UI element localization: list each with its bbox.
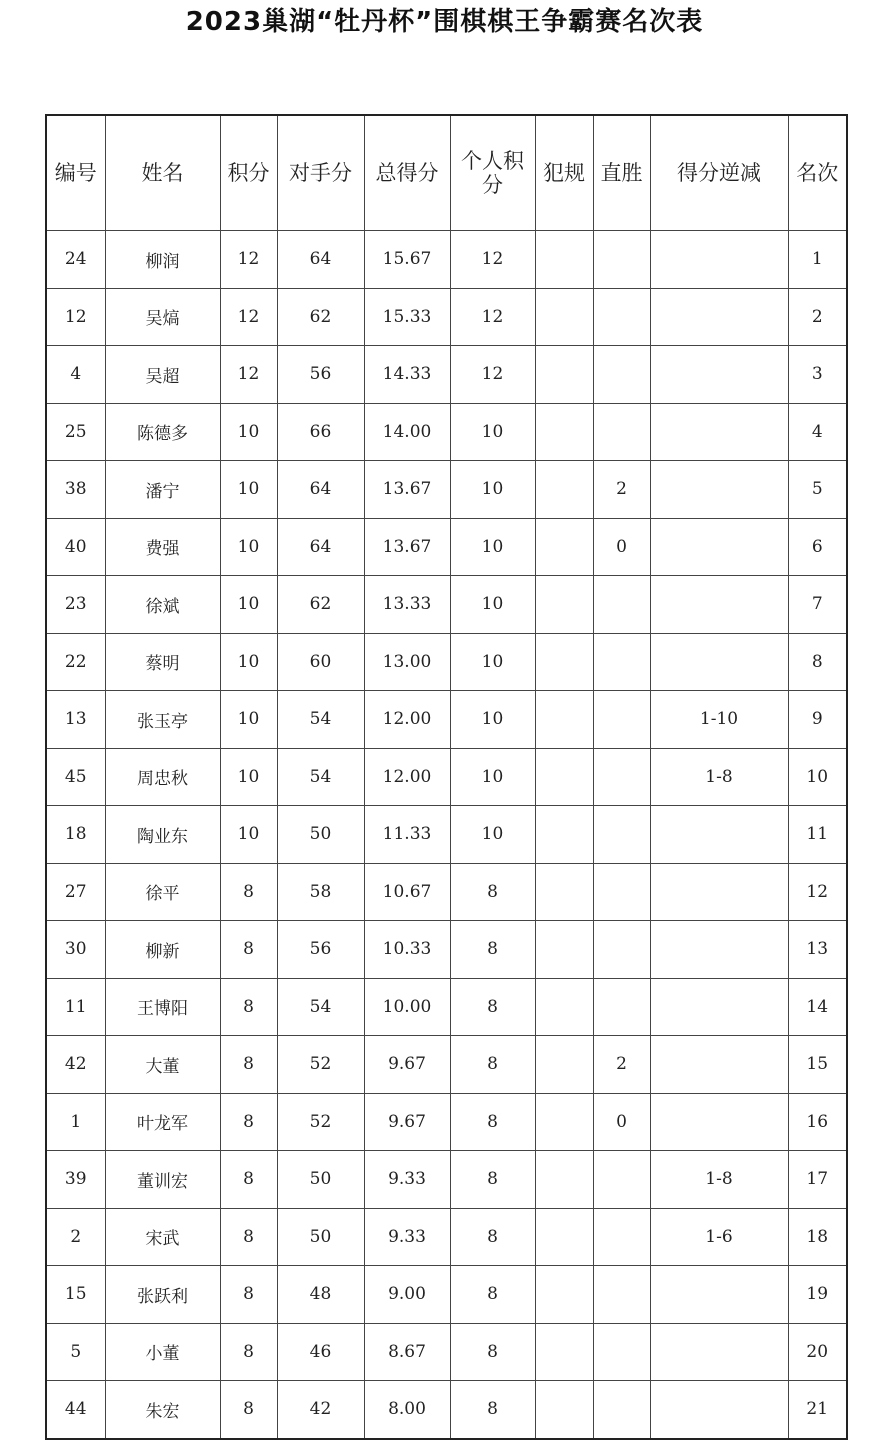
cell-id: 40 — [46, 518, 105, 576]
header-total-score: 总得分 — [364, 115, 450, 231]
cell-opponent-score: 66 — [277, 403, 364, 461]
cell-total-score: 8.67 — [364, 1323, 450, 1381]
cell-head-to-head — [593, 1381, 650, 1439]
cell-opponent-score: 60 — [277, 633, 364, 691]
cell-id: 2 — [46, 1208, 105, 1266]
cell-personal-points: 10 — [450, 518, 535, 576]
cell-points: 12 — [220, 231, 277, 289]
cell-points: 8 — [220, 863, 277, 921]
cell-points: 8 — [220, 1151, 277, 1209]
cell-total-score: 13.00 — [364, 633, 450, 691]
cell-score-countback: 1-10 — [650, 691, 788, 749]
cell-rank: 17 — [788, 1151, 847, 1209]
cell-score-countback — [650, 231, 788, 289]
cell-personal-points: 8 — [450, 1208, 535, 1266]
cell-rank: 7 — [788, 576, 847, 634]
cell-personal-points: 8 — [450, 1323, 535, 1381]
cell-score-countback — [650, 863, 788, 921]
cell-foul — [535, 1323, 593, 1381]
cell-head-to-head — [593, 403, 650, 461]
cell-name: 潘宁 — [105, 461, 220, 519]
cell-opponent-score: 54 — [277, 691, 364, 749]
cell-score-countback — [650, 921, 788, 979]
cell-id: 24 — [46, 231, 105, 289]
cell-id: 25 — [46, 403, 105, 461]
table-row — [46, 231, 847, 289]
cell-total-score: 9.33 — [364, 1151, 450, 1209]
cell-score-countback: 1-6 — [650, 1208, 788, 1266]
cell-total-score: 14.33 — [364, 346, 450, 404]
cell-name: 费强 — [105, 518, 220, 576]
cell-points: 10 — [220, 806, 277, 864]
cell-foul — [535, 231, 593, 289]
header-head-to-head: 直胜 — [593, 115, 650, 231]
cell-personal-points: 12 — [450, 231, 535, 289]
cell-points: 10 — [220, 576, 277, 634]
cell-head-to-head — [593, 1151, 650, 1209]
header-score-countback: 得分逆减 — [650, 115, 788, 231]
cell-name: 徐斌 — [105, 576, 220, 634]
table-row — [46, 1208, 847, 1266]
cell-total-score: 10.67 — [364, 863, 450, 921]
cell-total-score: 14.00 — [364, 403, 450, 461]
cell-rank: 2 — [788, 288, 847, 346]
cell-personal-points: 8 — [450, 1093, 535, 1151]
cell-rank: 20 — [788, 1323, 847, 1381]
cell-id: 45 — [46, 748, 105, 806]
cell-id: 44 — [46, 1381, 105, 1439]
cell-name: 叶龙军 — [105, 1093, 220, 1151]
cell-personal-points: 12 — [450, 288, 535, 346]
cell-foul — [535, 461, 593, 519]
cell-foul — [535, 1036, 593, 1094]
cell-id: 42 — [46, 1036, 105, 1094]
cell-personal-points: 8 — [450, 921, 535, 979]
cell-head-to-head — [593, 1208, 650, 1266]
cell-id: 38 — [46, 461, 105, 519]
table-row — [46, 633, 847, 691]
cell-name: 柳新 — [105, 921, 220, 979]
table-row — [46, 921, 847, 979]
cell-id: 30 — [46, 921, 105, 979]
cell-rank: 5 — [788, 461, 847, 519]
cell-score-countback — [650, 1323, 788, 1381]
table-row — [46, 1381, 847, 1439]
cell-total-score: 13.67 — [364, 518, 450, 576]
cell-head-to-head: 0 — [593, 518, 650, 576]
cell-rank: 11 — [788, 806, 847, 864]
header-opponent-score: 对手分 — [277, 115, 364, 231]
cell-rank: 14 — [788, 978, 847, 1036]
cell-personal-points: 8 — [450, 978, 535, 1036]
cell-foul — [535, 576, 593, 634]
cell-points: 8 — [220, 1266, 277, 1324]
header-id: 编号 — [46, 115, 105, 231]
cell-id: 27 — [46, 863, 105, 921]
table-row — [46, 863, 847, 921]
cell-rank: 4 — [788, 403, 847, 461]
cell-points: 8 — [220, 1323, 277, 1381]
cell-opponent-score: 56 — [277, 346, 364, 404]
cell-score-countback: 1-8 — [650, 1151, 788, 1209]
table-row — [46, 518, 847, 576]
cell-score-countback — [650, 806, 788, 864]
cell-name: 柳润 — [105, 231, 220, 289]
cell-foul — [535, 691, 593, 749]
cell-name: 吴超 — [105, 346, 220, 404]
cell-foul — [535, 1266, 593, 1324]
header-foul: 犯规 — [535, 115, 593, 231]
cell-personal-points: 10 — [450, 691, 535, 749]
cell-rank: 13 — [788, 921, 847, 979]
cell-head-to-head — [593, 863, 650, 921]
table-row — [46, 1266, 847, 1324]
cell-rank: 9 — [788, 691, 847, 749]
cell-foul — [535, 1381, 593, 1439]
cell-foul — [535, 633, 593, 691]
cell-id: 11 — [46, 978, 105, 1036]
cell-foul — [535, 1151, 593, 1209]
cell-points: 8 — [220, 921, 277, 979]
cell-personal-points: 10 — [450, 633, 535, 691]
table-row — [46, 576, 847, 634]
cell-foul — [535, 518, 593, 576]
cell-foul — [535, 1208, 593, 1266]
cell-points: 12 — [220, 346, 277, 404]
cell-score-countback — [650, 1036, 788, 1094]
cell-rank: 15 — [788, 1036, 847, 1094]
table-row — [46, 1093, 847, 1151]
cell-personal-points: 8 — [450, 1266, 535, 1324]
cell-foul — [535, 748, 593, 806]
cell-foul — [535, 806, 593, 864]
cell-id: 13 — [46, 691, 105, 749]
cell-opponent-score: 58 — [277, 863, 364, 921]
cell-id: 4 — [46, 346, 105, 404]
cell-score-countback — [650, 576, 788, 634]
cell-points: 10 — [220, 691, 277, 749]
cell-rank: 3 — [788, 346, 847, 404]
cell-id: 22 — [46, 633, 105, 691]
cell-head-to-head — [593, 288, 650, 346]
cell-head-to-head: 0 — [593, 1093, 650, 1151]
cell-opponent-score: 52 — [277, 1036, 364, 1094]
cell-total-score: 9.67 — [364, 1036, 450, 1094]
cell-rank: 1 — [788, 231, 847, 289]
cell-total-score: 9.33 — [364, 1208, 450, 1266]
cell-rank: 12 — [788, 863, 847, 921]
cell-score-countback — [650, 461, 788, 519]
table-row — [46, 288, 847, 346]
cell-name: 董训宏 — [105, 1151, 220, 1209]
cell-name: 朱宏 — [105, 1381, 220, 1439]
table-row — [46, 1151, 847, 1209]
cell-points: 10 — [220, 461, 277, 519]
cell-id: 15 — [46, 1266, 105, 1324]
cell-name: 蔡明 — [105, 633, 220, 691]
cell-name: 王博阳 — [105, 978, 220, 1036]
cell-score-countback — [650, 633, 788, 691]
table-row — [46, 461, 847, 519]
cell-personal-points: 8 — [450, 863, 535, 921]
cell-total-score: 9.67 — [364, 1093, 450, 1151]
cell-head-to-head — [593, 806, 650, 864]
cell-head-to-head — [593, 691, 650, 749]
cell-opponent-score: 42 — [277, 1381, 364, 1439]
cell-head-to-head — [593, 231, 650, 289]
cell-personal-points: 10 — [450, 806, 535, 864]
cell-id: 5 — [46, 1323, 105, 1381]
cell-foul — [535, 403, 593, 461]
cell-total-score: 10.00 — [364, 978, 450, 1036]
cell-rank: 21 — [788, 1381, 847, 1439]
cell-opponent-score: 54 — [277, 978, 364, 1036]
cell-personal-points: 8 — [450, 1151, 535, 1209]
cell-foul — [535, 863, 593, 921]
cell-opponent-score: 62 — [277, 576, 364, 634]
cell-name: 徐平 — [105, 863, 220, 921]
table-body — [46, 231, 847, 1439]
cell-personal-points: 10 — [450, 403, 535, 461]
cell-name: 陶业东 — [105, 806, 220, 864]
cell-foul — [535, 1093, 593, 1151]
cell-head-to-head: 2 — [593, 461, 650, 519]
cell-opponent-score: 50 — [277, 1208, 364, 1266]
cell-name: 张玉亭 — [105, 691, 220, 749]
cell-score-countback — [650, 1266, 788, 1324]
cell-foul — [535, 346, 593, 404]
cell-id: 12 — [46, 288, 105, 346]
cell-score-countback — [650, 403, 788, 461]
cell-foul — [535, 921, 593, 979]
cell-head-to-head: 2 — [593, 1036, 650, 1094]
cell-score-countback — [650, 1381, 788, 1439]
cell-head-to-head — [593, 576, 650, 634]
cell-points: 10 — [220, 748, 277, 806]
cell-score-countback — [650, 346, 788, 404]
cell-personal-points: 10 — [450, 748, 535, 806]
cell-total-score: 12.00 — [364, 748, 450, 806]
header-points: 积分 — [220, 115, 277, 231]
cell-total-score: 12.00 — [364, 691, 450, 749]
cell-rank: 16 — [788, 1093, 847, 1151]
cell-points: 10 — [220, 633, 277, 691]
cell-score-countback — [650, 288, 788, 346]
cell-total-score: 10.33 — [364, 921, 450, 979]
cell-score-countback — [650, 518, 788, 576]
cell-points: 8 — [220, 1036, 277, 1094]
cell-id: 1 — [46, 1093, 105, 1151]
cell-opponent-score: 50 — [277, 806, 364, 864]
cell-rank: 6 — [788, 518, 847, 576]
document-title: 2023巢湖“牡丹杯”围棋棋王争霸赛名次表 — [185, 7, 704, 37]
cell-opponent-score: 62 — [277, 288, 364, 346]
cell-personal-points: 10 — [450, 461, 535, 519]
cell-opponent-score: 52 — [277, 1093, 364, 1151]
cell-id: 18 — [46, 806, 105, 864]
cell-rank: 18 — [788, 1208, 847, 1266]
cell-opponent-score: 64 — [277, 518, 364, 576]
cell-head-to-head — [593, 748, 650, 806]
table-row — [46, 1036, 847, 1094]
cell-name: 大董 — [105, 1036, 220, 1094]
table-row — [46, 806, 847, 864]
cell-head-to-head — [593, 346, 650, 404]
cell-head-to-head — [593, 633, 650, 691]
cell-score-countback — [650, 1093, 788, 1151]
table-row — [46, 978, 847, 1036]
cell-score-countback: 1-8 — [650, 748, 788, 806]
table-row — [46, 346, 847, 404]
cell-head-to-head — [593, 1323, 650, 1381]
cell-total-score: 8.00 — [364, 1381, 450, 1439]
cell-rank: 10 — [788, 748, 847, 806]
cell-total-score: 13.33 — [364, 576, 450, 634]
cell-score-countback — [650, 978, 788, 1036]
cell-points: 12 — [220, 288, 277, 346]
cell-points: 8 — [220, 1381, 277, 1439]
cell-id: 23 — [46, 576, 105, 634]
cell-name: 小董 — [105, 1323, 220, 1381]
cell-total-score: 9.00 — [364, 1266, 450, 1324]
cell-total-score: 13.67 — [364, 461, 450, 519]
cell-head-to-head — [593, 921, 650, 979]
cell-name: 宋武 — [105, 1208, 220, 1266]
cell-opponent-score: 56 — [277, 921, 364, 979]
cell-rank: 19 — [788, 1266, 847, 1324]
cell-head-to-head — [593, 978, 650, 1036]
cell-foul — [535, 978, 593, 1036]
cell-id: 39 — [46, 1151, 105, 1209]
header-personal-points: 个人积分 — [450, 115, 535, 231]
cell-points: 8 — [220, 1208, 277, 1266]
cell-name: 陈德多 — [105, 403, 220, 461]
cell-personal-points: 12 — [450, 346, 535, 404]
header-rank: 名次 — [788, 115, 847, 231]
cell-name: 张跃利 — [105, 1266, 220, 1324]
header-name: 姓名 — [105, 115, 220, 231]
cell-foul — [535, 288, 593, 346]
cell-personal-points: 8 — [450, 1381, 535, 1439]
cell-opponent-score: 54 — [277, 748, 364, 806]
cell-personal-points: 8 — [450, 1036, 535, 1094]
cell-points: 8 — [220, 978, 277, 1036]
table-row — [46, 1323, 847, 1381]
ranking-table — [45, 114, 848, 1440]
cell-name: 吴熇 — [105, 288, 220, 346]
cell-opponent-score: 46 — [277, 1323, 364, 1381]
cell-points: 10 — [220, 518, 277, 576]
cell-personal-points: 10 — [450, 576, 535, 634]
cell-points: 8 — [220, 1093, 277, 1151]
cell-opponent-score: 64 — [277, 461, 364, 519]
cell-rank: 8 — [788, 633, 847, 691]
cell-name: 周忠秋 — [105, 748, 220, 806]
cell-opponent-score: 64 — [277, 231, 364, 289]
cell-opponent-score: 48 — [277, 1266, 364, 1324]
table-row — [46, 403, 847, 461]
cell-total-score: 15.67 — [364, 231, 450, 289]
cell-opponent-score: 50 — [277, 1151, 364, 1209]
cell-head-to-head — [593, 1266, 650, 1324]
table-row — [46, 748, 847, 806]
cell-total-score: 11.33 — [364, 806, 450, 864]
table-header-row — [46, 115, 847, 231]
table-row — [46, 691, 847, 749]
cell-total-score: 15.33 — [364, 288, 450, 346]
cell-points: 10 — [220, 403, 277, 461]
